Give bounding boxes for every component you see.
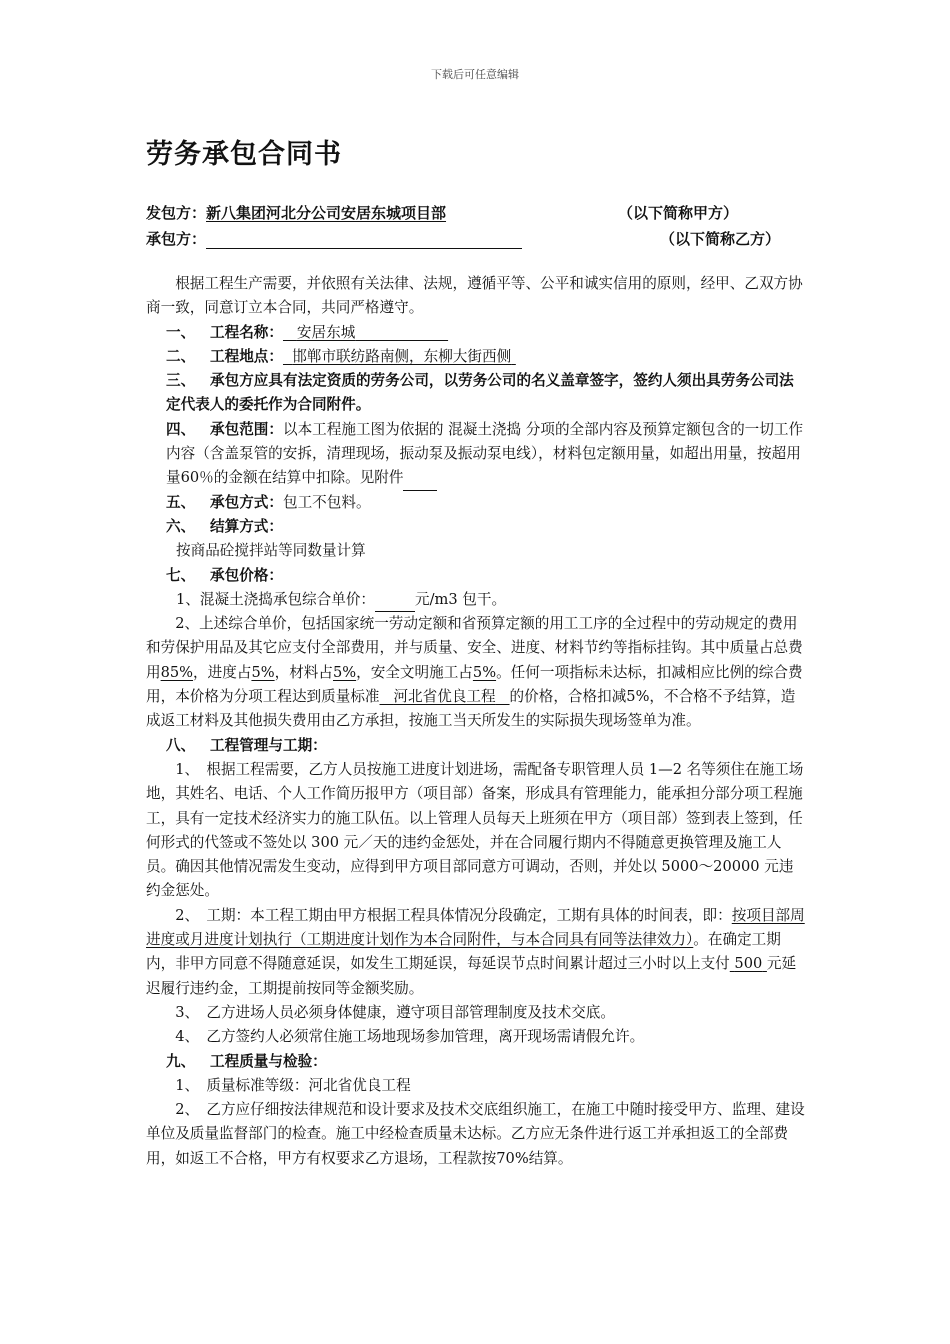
section-contract-mode: 五、 承包方式：包工不包料。 <box>166 493 371 511</box>
management-item-2: 2、 工期：本工程工期由甲方根据工程具体情况分段确定，工期有具体的时间表，即：按项目部周进度或月进度计划执行（工期进度计划作为本合同附件，与本合同具有同等法律效力）。在确定工期内，非甲方同意不得随意延误，如发生工期延误，每延误节点时间累计超过三小时以上支付 500 元延迟履行违约金，工期提前按同等金额奖励。 <box>146 906 805 997</box>
party-b-label: 承包方： <box>146 230 207 248</box>
header-note: 下载后可任意编辑 <box>431 68 519 81</box>
party-a-note: （以下简称甲方） <box>618 204 739 222</box>
section-qualification: 三、 承包方应具有法定资质的劳务公司，以劳务公司的名义盖章签字，签约人须出具劳务公司法定代表人的委托作为合同附件。 <box>166 372 794 414</box>
party-a-name: 新八集团河北分公司安居东城项目部 <box>206 204 447 222</box>
settlement-text: 按商品砼搅拌站等同数量计算 <box>176 542 366 560</box>
section-project-name: 一、 工程名称： 安居东城 <box>166 323 356 341</box>
party-a-line <box>146 202 446 223</box>
quality-item-2: 2、 乙方应仔细按法律规范和设计要求及技术交底组织施工，在施工中随时接受甲方、监理、建设单位及质量监督部门的检查。施工中经检查质量未达标。乙方应无条件进行返工并承担返工的全部费用，如返工不合格，甲方有权要求乙方退场，工程款按70%结算。 <box>146 1101 805 1167</box>
party-b-line <box>146 228 522 249</box>
contract-body <box>146 272 806 1171</box>
party-a-label: 发包方： <box>146 204 207 222</box>
intro-paragraph: 根据工程生产需要，并依照有关法律、法规，遵循平等、公平和诚实信用的原则，经甲、乙双方协商一致，同意订立本合同，共同严格遵守。 <box>146 275 803 317</box>
price-item-2: 2、上述综合单价，包括国家统一劳动定额和省预算定额的用工工序的全过程中的劳动规定的费用和劳保护用品及其它应支付全部费用，并与质量、安全、进度、材料节约等指标挂钩。其中质量占总费用85%，进度占5%，材料占5%，安全文明施工占5%。任何一项指标未达标，扣减相应比例的综合费用，本价格为分项工程达到质量标准 河北省优良工程 的价格，合格扣减5%，不合格不予结算，造成返工材料及其他损失费用由乙方承担，按施工当天所发生的实际损失现场签单为准。 <box>146 615 803 730</box>
section-management: 八、 工程管理与工期： <box>166 736 327 754</box>
management-item-3: 3、 乙方进场人员必须身体健康，遵守项目部管理制度及技术交底。 <box>175 1003 615 1021</box>
management-item-4: 4、 乙方签约人必须常住施工场地现场参加管理，离开现场需请假允许。 <box>175 1028 645 1046</box>
section-price: 七、 承包价格： <box>166 566 283 584</box>
section-scope: 四、 承包范围：以本工程施工图为依据的 混凝土浇捣 分项的全部内容及预算定额包含的一切工作内容（含盖泵管的安拆，清理现场，振动泵及振动泵电线），材料包定额用量，如超出用量，按超用量60％的金额在结算中扣除。见附件 <box>146 418 806 491</box>
section-project-location: 二、 工程地点： 邯郸市联纺路南侧，东柳大街西侧 <box>166 347 512 365</box>
section-settlement: 六、 结算方式： <box>166 517 283 535</box>
quality-item-1: 1、 质量标准等级：河北省优良工程 <box>175 1076 411 1094</box>
party-b-note: （以下简称乙方） <box>660 230 781 248</box>
price-item-1: 1、混凝土浇捣承包综合单价： 元/m3 包干。 <box>146 588 806 612</box>
party-b-blank <box>206 232 522 249</box>
document-title: 劳务承包合同书 <box>146 139 342 170</box>
management-item-1: 1、 根据工程需要，乙方人员按施工进度计划进场，需配备专职管理人员 1—2 名等须住在施工场地，其姓名、电话、个人工作简历报甲方（项目部）备案，形成具有管理能力，能承担分部分项工程施工，具有一定技术经济实力的施工队伍。以上管理人员每天上班须在甲方（项目部）签到表上签到，任何形式的代签或不签处以 300 元／天的违约金惩处，并在合同履行期内不得随意更换管理及施工人员。确因其他情况需发生变动，应得到甲方项目部同意方可调动，否则，并处以 5000～20000 元违约金惩处。 <box>146 760 804 900</box>
section-quality: 九、 工程质量与检验： <box>166 1052 327 1070</box>
